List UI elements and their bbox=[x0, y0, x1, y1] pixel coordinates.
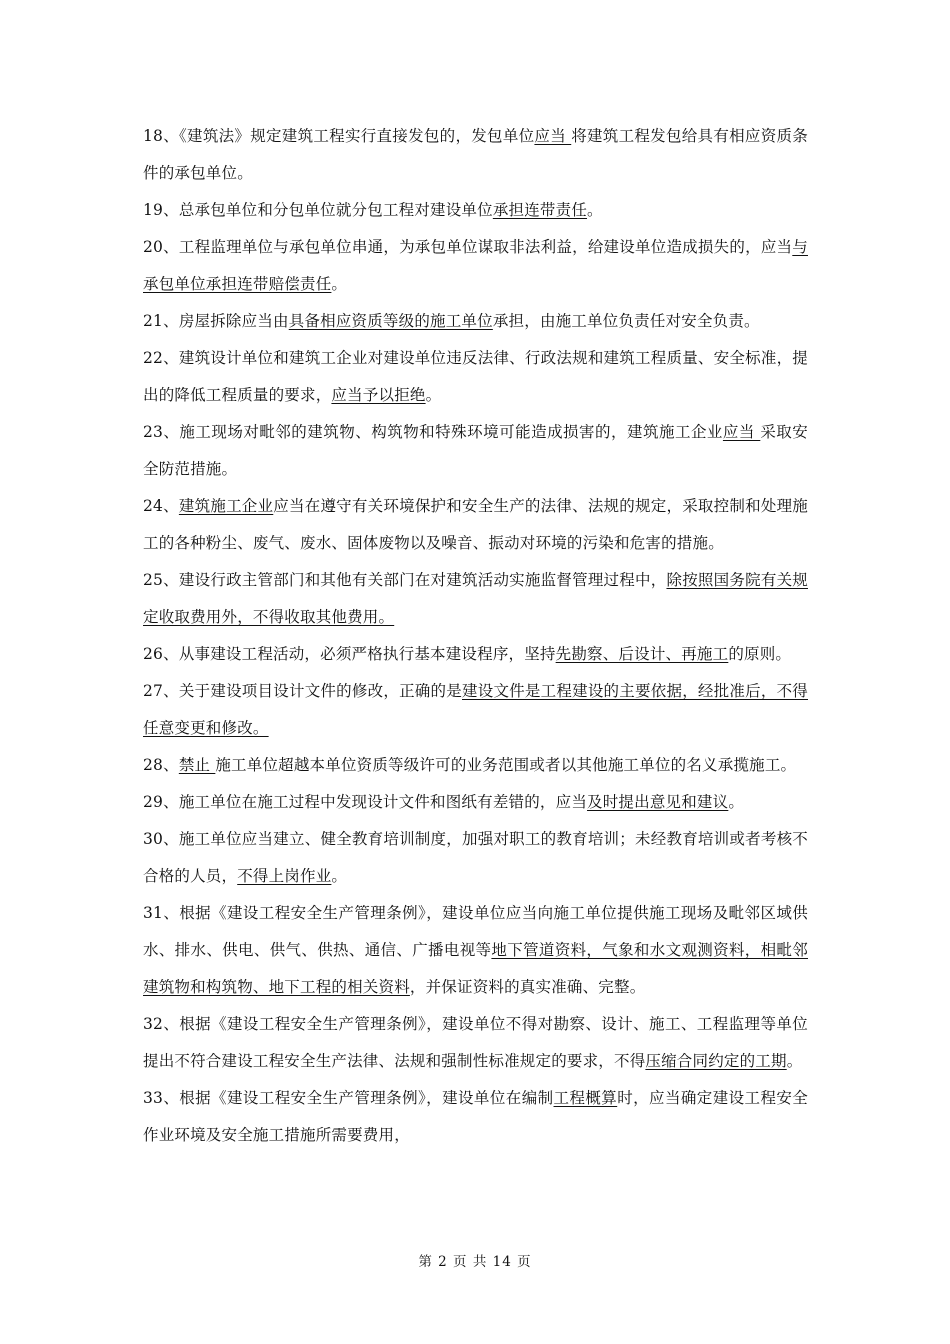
question-text: 18、《建筑法》规定建筑工程实行直接发包的，发包单位 bbox=[143, 127, 535, 145]
answer-text: 不得上岗作业 bbox=[237, 867, 332, 885]
question-text: 33、根据《建设工程安全生产管理条例》，建设单位在编制 bbox=[143, 1089, 554, 1107]
question-item bbox=[143, 636, 808, 673]
question-text: 21、房屋拆除应当由 bbox=[143, 312, 289, 330]
question-list bbox=[143, 118, 808, 1154]
question-text: 时，应当确定建设工程安全作业环境及安全施工措施所需要费用， bbox=[143, 1089, 808, 1144]
answer-text: 工程概算 bbox=[553, 1089, 618, 1107]
question-text: 23、施工现场对毗邻的建筑物、构筑物和特殊环境可能造成损害的，建筑施工企业 bbox=[143, 423, 723, 441]
question-text: 施工单位超越本单位资质等级许可的业务范围或者以其他施工单位的名义承揽施工。 bbox=[215, 756, 797, 774]
answer-text: 除按照国务院有关规定收取费用外，不得收取其他费用。 bbox=[143, 571, 808, 626]
question-item bbox=[143, 340, 808, 414]
question-item bbox=[143, 895, 808, 1006]
question-text: 。 bbox=[728, 793, 745, 811]
page-footer: 第 2 页 共 14 页 bbox=[418, 1254, 532, 1270]
answer-text: 建设文件是工程建设的主要依据，经批准后，不得任意变更和修改。 bbox=[143, 682, 808, 737]
answer-text: 禁止 bbox=[178, 756, 216, 774]
question-text: 28、 bbox=[143, 756, 179, 774]
question-text: 29、施工单位在施工过程中发现设计文件和图纸有差错的，应当 bbox=[143, 793, 588, 811]
question-item bbox=[143, 414, 808, 488]
question-text: 27、关于建设项目设计文件的修改，正确的是 bbox=[143, 682, 462, 700]
answer-text: 地下管道资料，气象和水文观测资料，相毗邻建筑物和构筑物、地下工程的相关资料 bbox=[143, 941, 808, 996]
question-text: 30、施工单位应当建立、健全教育培训制度，加强对职工的教育培训；未经教育培训或者考核不合格的人员， bbox=[143, 830, 808, 885]
question-item bbox=[143, 488, 808, 562]
question-item bbox=[143, 821, 808, 895]
answer-text: 压缩合同约定的工期 bbox=[645, 1052, 787, 1070]
answer-text: 建筑施工企业 bbox=[178, 497, 274, 515]
question-text: ，并保证资料的真实准确、完整。 bbox=[409, 978, 646, 996]
question-text: 26、从事建设工程活动，必须严格执行基本建设程序，坚持 bbox=[143, 645, 556, 663]
question-text: 19、总承包单位和分包单位就分包工程对建设单位 bbox=[143, 201, 493, 219]
question-item bbox=[143, 562, 808, 636]
question-text: 采取安全防范措施。 bbox=[143, 423, 808, 478]
answer-text: 及时提出意见和建议 bbox=[587, 793, 729, 811]
question-item bbox=[143, 784, 808, 821]
question-item bbox=[143, 118, 808, 192]
question-text: 的原则。 bbox=[728, 645, 792, 663]
question-text: 应当在遵守有关环境保护和安全生产的法律、法规的规定，采取控制和处理施工的各种粉尘、废气、废水、固体废物以及噪音、振动对环境的污染和危害的措施。 bbox=[143, 497, 808, 552]
question-text: 承担，由施工单位负责任对安全负责。 bbox=[492, 312, 760, 330]
question-item bbox=[143, 229, 808, 303]
question-text: 。 bbox=[587, 201, 603, 219]
question-text: 。 bbox=[331, 275, 348, 293]
answer-text: 具备相应资质等级的施工单位 bbox=[288, 312, 493, 330]
question-text: 。 bbox=[425, 386, 442, 404]
answer-text: 应当 bbox=[534, 127, 572, 145]
question-text: 。 bbox=[786, 1052, 803, 1070]
answer-text: 先勘察、后设计、再施工 bbox=[555, 645, 729, 663]
question-item bbox=[143, 747, 808, 784]
question-text: 25、建设行政主管部门和其他有关部门在对建筑活动实施监督管理过程中， bbox=[143, 571, 667, 589]
answer-text: 应当 bbox=[722, 423, 761, 441]
question-item bbox=[143, 673, 808, 747]
answer-text: 应当予以拒绝 bbox=[331, 386, 426, 404]
answer-text: 承担连带责任 bbox=[492, 201, 588, 219]
question-item bbox=[143, 1080, 808, 1154]
question-text: 31、根据《建设工程安全生产管理条例》，建设单位应当向施工单位提供施工现场及毗邻区域供水、排水、供电、供气、供热、通信、广播电视等 bbox=[143, 904, 808, 959]
question-text: 。 bbox=[331, 867, 348, 885]
question-text: 24、 bbox=[143, 497, 179, 515]
question-item bbox=[143, 192, 808, 229]
question-item bbox=[143, 1006, 808, 1080]
question-text: 22、建筑设计单位和建筑工企业对建设单位违反法律、行政法规和建筑工程质量、安全标准，提出的降低工程质量的要求， bbox=[143, 349, 808, 404]
question-text: 将建筑工程发包给具有相应资质条件的承包单位。 bbox=[143, 127, 808, 182]
question-text: 32、根据《建设工程安全生产管理条例》，建设单位不得对勘察、设计、施工、工程监理等单位提出不符合建设工程安全生产法律、法规和强制性标准规定的要求，不得 bbox=[143, 1015, 808, 1070]
question-item bbox=[143, 303, 808, 340]
question-text: 20、工程监理单位与承包单位串通，为承包单位谋取非法利益，给建设单位造成损失的，应当 bbox=[143, 238, 793, 256]
answer-text: 与承包单位承担连带赔偿责任 bbox=[143, 238, 808, 293]
